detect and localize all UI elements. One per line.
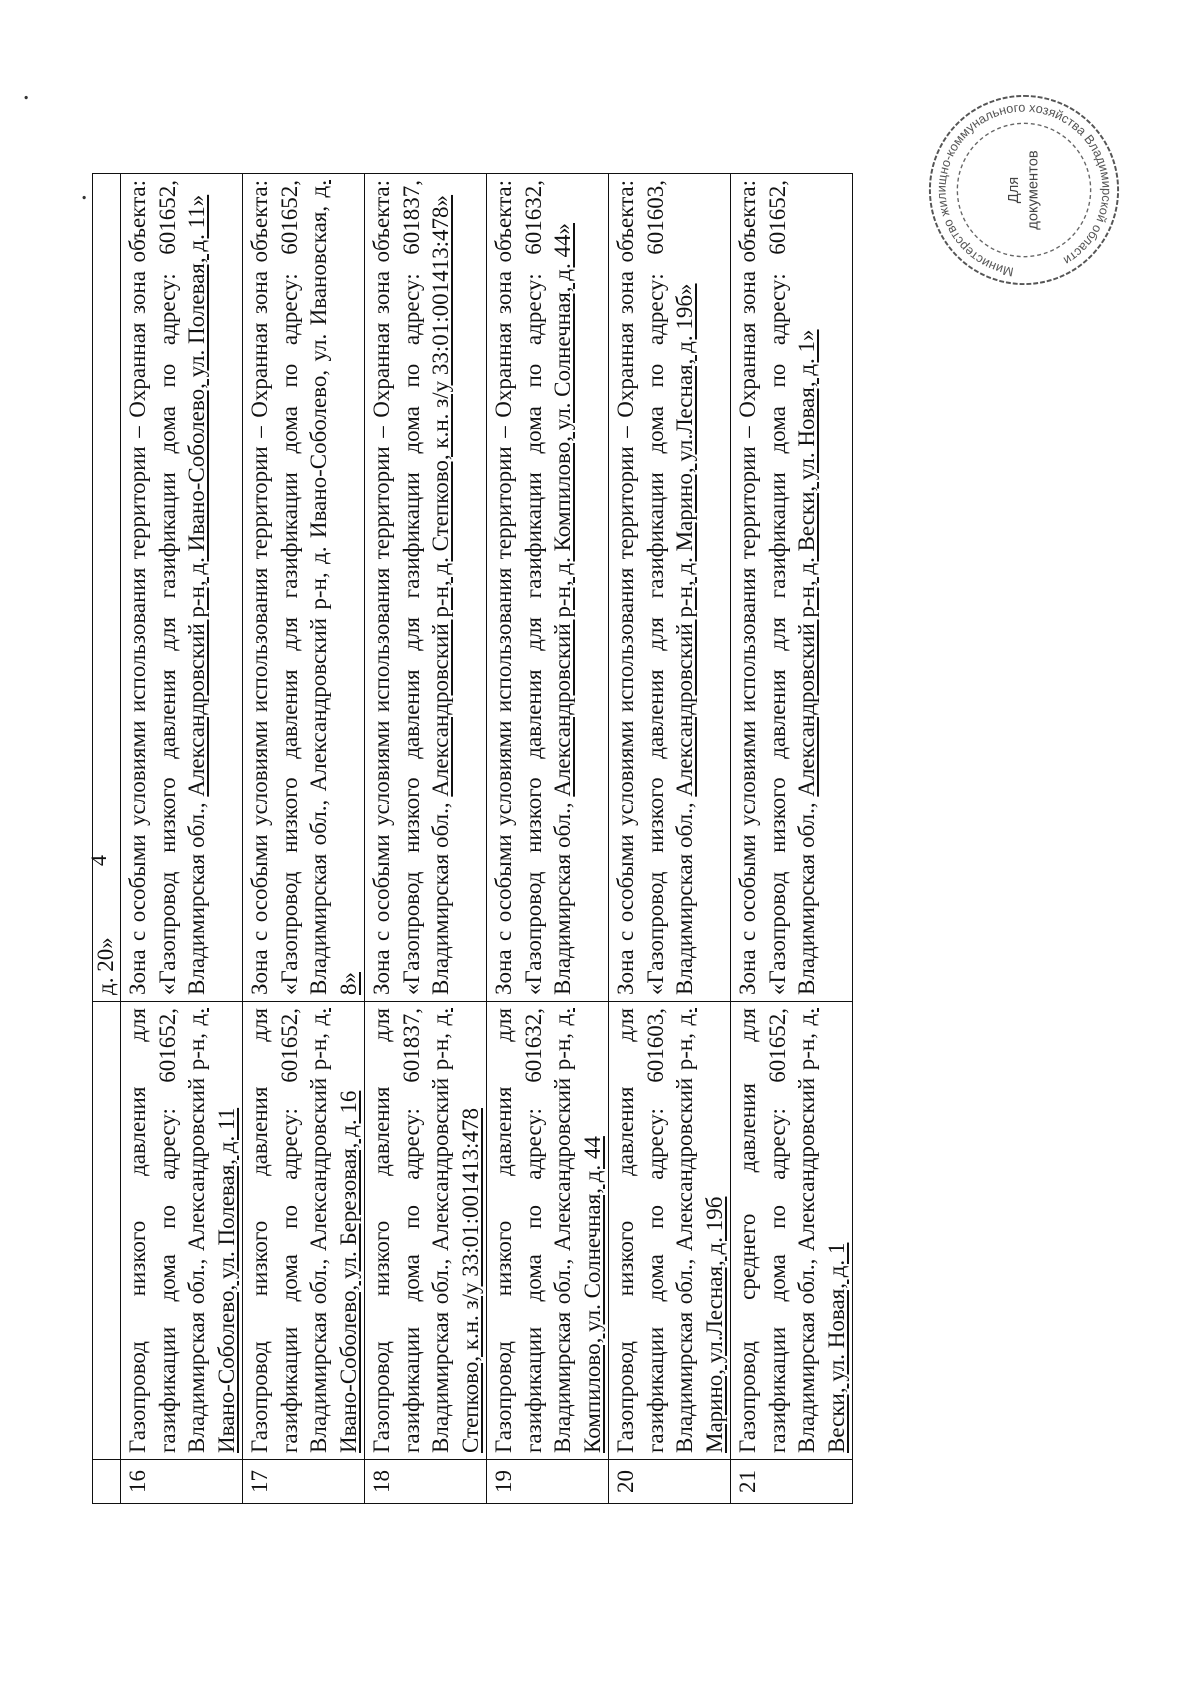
table-row <box>731 174 853 1504</box>
zone-address-underlined: Александровский р-н, д. Вески, ул. Новая, д. 1» <box>794 329 819 797</box>
zone-text: Зона с особыми условиями использования территории – Охранная зона объекта: «Газопровод низкого давления для газификации дома по адресу: 601603, Владимирская обл., <box>613 180 697 995</box>
zone-address-underlined: Александровский р-н, д. Компилово, ул. Солнечная, д. 44» <box>550 223 575 797</box>
zone-address-underlined: д. 8» <box>306 179 361 995</box>
zone-text: Зона с особыми условиями использования территории – Охранная зона объекта: «Газопровод низкого давления для газификации дома по адресу: 601632, Владимирская обл., <box>491 180 575 995</box>
continuation-zone-cell: д. 20» <box>93 174 121 1002</box>
object-text: Владимирская обл., Александровский р-н, <box>184 1033 209 1453</box>
register-table <box>92 173 853 1504</box>
zone-address-underlined: Александровский р-н, д. Ивано-Соболево, ул. Полевая, д. 11» <box>184 194 209 797</box>
object-name-cell <box>121 1002 243 1460</box>
object-text: Владимирская обл., Александровский р-н, <box>794 1033 819 1453</box>
zone-description-cell <box>487 174 609 1002</box>
official-stamp <box>926 92 1122 288</box>
zone-text: Зона с особыми условиями использования территории – Охранная зона объекта: «Газопровод низкого давления для газификации дома по адресу: 601652, Владимирская обл., <box>735 180 819 995</box>
row-number: 16 <box>121 1460 243 1504</box>
stamp-center-line1: Для <box>1006 176 1023 204</box>
continuation-num-cell <box>93 1460 121 1504</box>
zone-description-cell <box>365 174 487 1002</box>
stamp-inner-ring <box>957 123 1090 256</box>
object-text: Владимирская обл., Александровский р-н, <box>428 1033 453 1453</box>
object-text: Владимирская обл., Александровский р-н, <box>672 1033 697 1453</box>
table-row <box>609 174 731 1504</box>
zone-text: Зона с особыми условиями использования территории – Охранная зона объекта: «Газопровод низкого давления для газификации дома по адресу: 601837, Владимирская обл., <box>369 180 453 995</box>
stamp-center-line2: документов <box>1025 150 1042 230</box>
scan-speck: • <box>20 95 35 100</box>
object-text: Газопровод низкого давления для газификации дома по адресу: 601603, <box>613 1008 668 1453</box>
zone-description-cell <box>609 174 731 1002</box>
object-text: Газопровод низкого давления для газификации дома по адресу: 601632, <box>491 1008 546 1453</box>
continuation-row <box>93 174 121 1504</box>
stamp-outer-ring <box>930 96 1118 284</box>
object-address-underlined: д. Компилово, ул. Солнечная, д. 44 <box>550 1008 605 1453</box>
object-text: Газопровод низкого давления для газификации дома по адресу: 601652, <box>125 1008 180 1453</box>
zone-text: Зона с особыми условиями использования территории – Охранная зона объекта: «Газопровод низкого давления для газификации дома по адресу: 601652, Владимирская обл., <box>125 180 209 995</box>
object-text: Владимирская обл., Александровский р-н, <box>306 1033 331 1453</box>
row-number: 17 <box>243 1460 365 1504</box>
page-number: 4 <box>86 855 111 866</box>
zone-description-cell <box>243 174 365 1002</box>
zone-text: Зона с особыми условиями использования территории – Охранная зона объекта: «Газопровод низкого давления для газификации дома по адресу: 601652, Владимирская обл., Александровский р-н, д. Ивано-Соболево, ул. Ивановская, <box>247 180 331 995</box>
object-name-cell <box>243 1002 365 1460</box>
table-row <box>487 174 609 1504</box>
table-row <box>365 174 487 1504</box>
table-row <box>121 174 243 1504</box>
object-text: Газопровод низкого давления для газификации дома по адресу: 601652, <box>247 1008 302 1453</box>
continuation-object-cell <box>93 1002 121 1460</box>
zone-description-cell <box>731 174 853 1002</box>
object-address-underlined: д. Ивано-Соболево, ул. Полевая, д. 11 <box>184 1008 239 1453</box>
row-number: 19 <box>487 1460 609 1504</box>
table-row <box>243 174 365 1504</box>
object-text: Газопровод низкого давления для газификации дома по адресу: 601837, <box>369 1008 424 1453</box>
object-address-underlined: д. Ивано-Соболево, ул. Березовая, д. 16 <box>306 1008 361 1453</box>
row-number: 18 <box>365 1460 487 1504</box>
object-name-cell <box>487 1002 609 1460</box>
zone-description-cell <box>121 174 243 1002</box>
scan-speck: • <box>78 195 93 200</box>
row-number: 21 <box>731 1460 853 1504</box>
object-address-underlined: д. Марино, ул.Лесная, д. 19б <box>672 1008 727 1453</box>
row-number: 20 <box>609 1460 731 1504</box>
object-name-cell <box>731 1002 853 1460</box>
zone-address-underlined: Александровский р-н, д. Марино, ул.Лесная, д. 19б» <box>672 283 697 797</box>
object-text: Газопровод среднего давления для газификации дома по адресу: 601652, <box>735 1008 790 1453</box>
stamp-ring-text: Министерство жилищно-коммунального хозяйства Владимирской области <box>933 99 1115 280</box>
object-name-cell <box>365 1002 487 1460</box>
object-name-cell <box>609 1002 731 1460</box>
zone-address-underlined: Александровский р-н, д. Степково, к.н. з/у 33:01:001413:478» <box>428 194 453 797</box>
object-address-underlined: д. Степково, к.н. з/у 33:01:001413:478 <box>428 1008 483 1453</box>
object-text: Владимирская обл., Александровский р-н, <box>550 1033 575 1453</box>
object-address-underlined: д. Вески, ул. Новая, д. 1 <box>794 1008 849 1453</box>
